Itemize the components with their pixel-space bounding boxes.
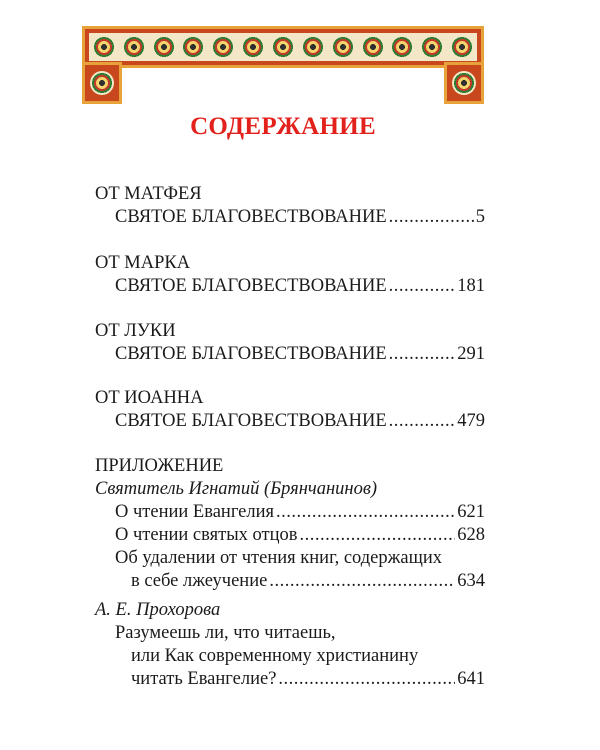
leader-dots: [389, 275, 456, 298]
rosette-icon: [302, 36, 324, 58]
rosette-icon: [332, 36, 354, 58]
toc-entry-title: читать Евангелие?: [131, 669, 277, 689]
leader-dots: [389, 410, 456, 433]
rosette-icon: [93, 36, 115, 58]
toc-page-number: 634: [457, 571, 485, 591]
toc-entry-title: СВЯТОЕ БЛАГОВЕСТВОВАНИЕ: [115, 207, 387, 227]
rosette-icon: [272, 36, 294, 58]
rosette-icon: [362, 36, 384, 58]
toc-entry[interactable]: [95, 410, 485, 433]
toc-entry-title: СВЯТОЕ БЛАГОВЕСТВОВАНИЕ: [115, 411, 387, 431]
toc-section: [95, 252, 485, 298]
ornament-band: [82, 26, 484, 68]
section-heading: ОТ МАРКА: [95, 253, 191, 273]
leader-dots: [300, 524, 456, 547]
rosette-icon: [452, 71, 476, 95]
toc-entry-title: в себе лжеучение: [131, 571, 268, 591]
toc-entry[interactable]: [95, 524, 485, 547]
leader-dots: [269, 570, 455, 593]
toc-entry-title: СВЯТОЕ БЛАГОВЕСТВОВАНИЕ: [115, 276, 387, 296]
author-name: А. Е. Прохорова: [95, 600, 221, 620]
toc-section: [95, 387, 485, 433]
rosette-icon: [212, 36, 234, 58]
section-heading: ОТ ИОАННА: [95, 388, 204, 408]
toc-entry[interactable]: [95, 668, 485, 691]
rosette-icon: [242, 36, 264, 58]
toc-page-number: 641: [457, 669, 485, 689]
appendix-heading: ПРИЛОЖЕНИЕ: [95, 456, 224, 476]
leader-dots: [389, 206, 474, 229]
toc-entry-title: О чтении святых отцов: [115, 525, 298, 545]
section-heading: ОТ МАТФЕЯ: [95, 184, 202, 204]
toc-entry-line[interactable]: Разумеешь ли, что читаешь,: [115, 623, 336, 643]
author-name: Святитель Игнатий (Брянчанинов): [95, 479, 378, 499]
toc-entry[interactable]: [95, 343, 485, 366]
toc-entry-title: СВЯТОЕ БЛАГОВЕСТВОВАНИЕ: [115, 344, 387, 364]
rosette-icon: [123, 36, 145, 58]
toc-entry-title: О чтении Евангелия: [115, 502, 275, 522]
rosette-icon: [153, 36, 175, 58]
toc-entry-line[interactable]: Об удалении от чтения книг, содержащих: [115, 548, 443, 568]
ornament-pillar-right: [444, 62, 484, 104]
toc-page-number: 5: [475, 207, 485, 227]
toc-entry[interactable]: [95, 501, 485, 524]
leader-dots: [276, 501, 455, 524]
toc-entry-line[interactable]: или Как современному христианину: [131, 646, 419, 666]
toc-entry[interactable]: [95, 570, 485, 593]
ornamental-header: [82, 26, 484, 104]
leader-dots: [278, 668, 455, 691]
rosette-icon: [391, 36, 413, 58]
toc-section: [95, 320, 485, 366]
rosette-icon: [90, 71, 114, 95]
page-title: СОДЕРЖАНИЕ: [190, 113, 376, 140]
leader-dots: [389, 343, 456, 366]
toc-page-number: 621: [457, 502, 485, 522]
rosette-icon: [451, 36, 473, 58]
toc-section: [95, 183, 485, 229]
toc-page-number: 181: [457, 276, 485, 296]
toc-page-number: 291: [457, 344, 485, 364]
toc-page-number: 479: [457, 411, 485, 431]
ornament-pillar-left: [82, 62, 122, 104]
toc-entry[interactable]: [95, 275, 485, 298]
toc-page-number: 628: [457, 525, 485, 545]
toc-appendix: [95, 455, 485, 691]
rosette-icon: [182, 36, 204, 58]
rosette-icon: [421, 36, 443, 58]
section-heading: ОТ ЛУКИ: [95, 321, 176, 341]
toc-entry[interactable]: [95, 206, 485, 229]
